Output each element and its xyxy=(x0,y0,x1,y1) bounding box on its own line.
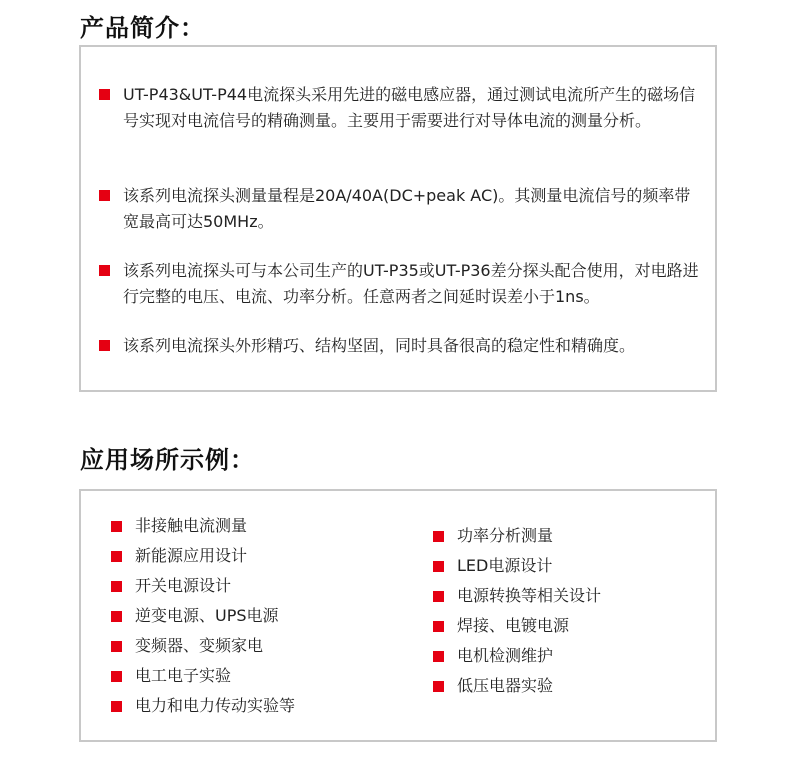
bullet-square-icon xyxy=(433,531,444,542)
applications-heading: 应用场所示例： xyxy=(80,446,255,474)
bullet-square-icon xyxy=(433,681,444,692)
bullet-square-icon xyxy=(111,551,122,562)
intro-paragraph: 该系列电流探头外形精巧、结构坚固，同时具备很高的稳定性和精确度。 xyxy=(99,333,699,359)
bullet-square-icon xyxy=(99,340,110,351)
bullet-square-icon xyxy=(99,190,110,201)
applications-box: 非接触电流测量 新能源应用设计 开关电源设计 逆变电源、UPS电源 变频器、变频家电 电工电子实验 电力和电力传动实验等 功率分析测量 LED电源设计 电源转换等相关设计 焊接、电镀电源 电机检测维护 低压电器实验 xyxy=(79,489,717,742)
bullet-square-icon xyxy=(433,651,444,662)
bullet-square-icon xyxy=(111,671,122,682)
intro-heading: 产品简介： xyxy=(80,14,205,42)
bullet-square-icon xyxy=(111,521,122,532)
bullet-square-icon xyxy=(99,89,110,100)
bullet-square-icon xyxy=(111,611,122,622)
bullet-square-icon xyxy=(99,265,110,276)
intro-paragraph: UT-P43&UT-P44电流探头采用先进的磁电感应器，通过测试电流所产生的磁场信号实现对电流信号的精确测量。主要用于需要进行对导体电流的测量分析。 xyxy=(99,82,699,134)
intro-box xyxy=(79,45,717,392)
bullet-square-icon xyxy=(433,621,444,632)
bullet-square-icon xyxy=(433,561,444,572)
intro-paragraph: 该系列电流探头测量量程是20A/40A(DC+peak AC)。其测量电流信号的频率带宽最高可达50MHz。 xyxy=(99,183,699,235)
bullet-square-icon xyxy=(111,581,122,592)
intro-paragraph: 该系列电流探头可与本公司生产的UT-P35或UT-P36差分探头配合使用，对电路进行完整的电压、电流、功率分析。任意两者之间延时误差小于1ns。 xyxy=(99,258,699,310)
bullet-square-icon xyxy=(111,701,122,712)
bullet-square-icon xyxy=(433,591,444,602)
bullet-square-icon xyxy=(111,641,122,652)
